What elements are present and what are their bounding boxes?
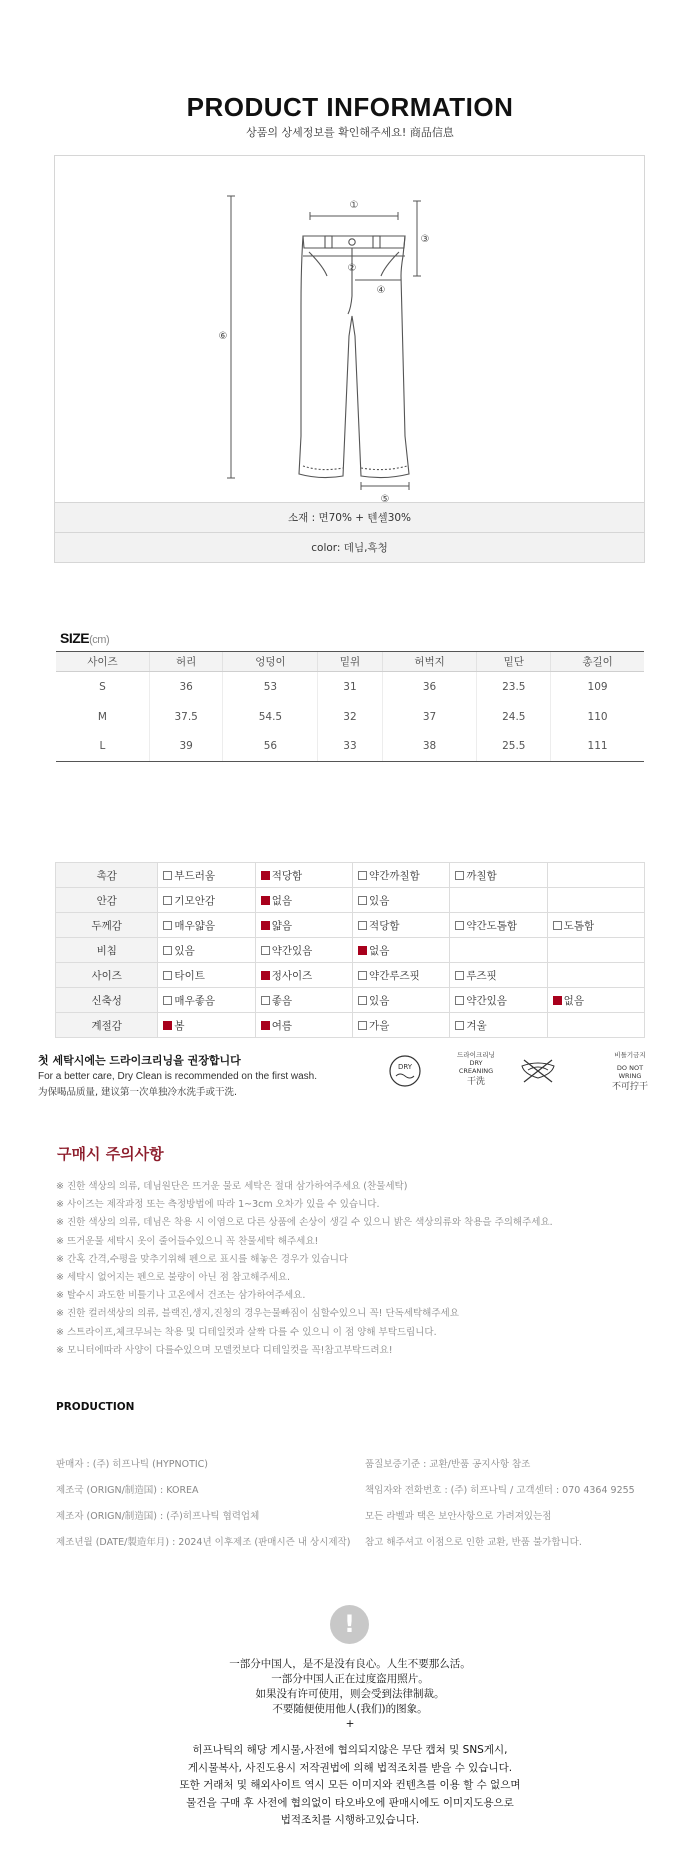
feel-label: 신축성 — [56, 988, 158, 1013]
production-return-note: 참고 해주셔고 이점으로 인한 교환, 반품 불가합니다. — [365, 1537, 582, 1548]
checkbox-icon[interactable] — [261, 946, 270, 955]
warning-chinese — [0, 1657, 700, 1732]
dry-cleaning-top: 드라이크리닝 — [457, 1051, 495, 1059]
feel-option — [255, 963, 352, 988]
feel-option-label: 가을 — [369, 1019, 390, 1032]
dry-cleaning-label: DRY CREANING — [458, 1059, 494, 1075]
feel-option-label: 있음 — [174, 944, 195, 957]
table-row — [56, 963, 645, 988]
checkbox-icon[interactable] — [358, 921, 367, 930]
checked-checkbox-icon[interactable] — [261, 1021, 270, 1030]
marker-3: ③ — [420, 234, 430, 245]
feel-option-label: 매우좋음 — [174, 994, 215, 1007]
warning-icon: ! — [330, 1605, 369, 1644]
list-item: ※ 세탁시 없어지는 펜으로 불량이 아닌 점 참고해주세요. — [56, 1272, 291, 1284]
do-not-wring-cn: 不可拧干 — [611, 1082, 648, 1093]
feel-option — [353, 963, 450, 988]
care-icons — [388, 1052, 668, 1092]
do-not-wring-label: DO NOT WRING — [616, 1064, 644, 1080]
dry-icon-text: DRY — [397, 1063, 413, 1071]
table-cell: 31 — [318, 672, 382, 702]
feel-option — [353, 913, 450, 938]
feel-option — [547, 963, 644, 988]
table-row — [56, 938, 645, 963]
warning-korean — [0, 1742, 700, 1830]
feel-option-label: 기모안감 — [174, 894, 215, 907]
caution-list — [56, 1178, 553, 1360]
feel-option-label: 약간까칠함 — [369, 869, 420, 882]
checked-checkbox-icon[interactable] — [553, 996, 562, 1005]
feel-option-label: 없음 — [369, 944, 390, 957]
feel-option — [547, 938, 644, 963]
feel-option — [255, 913, 352, 938]
feel-option — [255, 863, 352, 888]
feel-option — [450, 863, 547, 888]
feel-option — [450, 913, 547, 938]
checked-checkbox-icon[interactable] — [358, 946, 367, 955]
marker-5: ⑤ — [380, 494, 390, 502]
list-item: ※ 진한 컬러색상의 의류, 블랙진,생지,진청의 경우는물빠짐이 심할수있으니 꼭! 단독세탁해주세요 — [56, 1308, 459, 1320]
measurement-markers — [219, 200, 430, 502]
table-row — [56, 888, 645, 913]
table-cell: 36 — [149, 672, 223, 702]
table-row — [56, 988, 645, 1013]
checkbox-icon[interactable] — [358, 871, 367, 880]
care-notice — [38, 1052, 317, 1098]
feel-option-label: 봄 — [174, 1019, 185, 1032]
checkbox-icon[interactable] — [553, 921, 562, 930]
feel-option — [353, 1013, 450, 1038]
size-unit: (cm) — [89, 634, 110, 646]
marker-6: ⑥ — [218, 331, 228, 342]
col-header: 밑위 — [318, 652, 382, 672]
checkbox-icon[interactable] — [455, 1021, 464, 1030]
production-date: 제조년월 (DATE/製造年月) : 2024년 이후제조 (판매시즌 내 상시제작) — [56, 1537, 351, 1548]
dry-cleaning-cn: 干洗 — [466, 1077, 485, 1088]
feel-option-label: 약간있음 — [466, 994, 507, 1007]
feel-option-label: 있음 — [369, 894, 390, 907]
feel-label: 사이즈 — [56, 963, 158, 988]
feel-label: 두께감 — [56, 913, 158, 938]
feel-option — [158, 988, 255, 1013]
feel-option-label: 얇음 — [271, 919, 293, 932]
do-not-wring-icon — [600, 1052, 660, 1093]
feel-label: 계절감 — [56, 1013, 158, 1038]
color-row: color: 데님,흑청 — [55, 532, 644, 562]
no-bleach-icon — [518, 1056, 558, 1088]
feel-option-label: 까칠함 — [466, 869, 497, 882]
feel-option — [547, 863, 644, 888]
table-cell: 36 — [382, 672, 477, 702]
production-contact: 책임자와 전화번호 : (주) 히프나틱 / 고객센터 : 070 4364 9255 — [365, 1485, 635, 1496]
checkbox-icon[interactable] — [163, 921, 172, 930]
feel-option — [450, 938, 547, 963]
table-cell: M — [97, 710, 107, 723]
feel-option — [353, 988, 450, 1013]
feel-option-label: 약간루즈핏 — [369, 969, 420, 982]
feel-option-label: 도톰함 — [563, 919, 595, 932]
table-row — [56, 913, 645, 938]
page-subtitle: 상품의 상세정보를 확인해주세요! 商品信息 — [246, 126, 454, 139]
checkbox-icon[interactable] — [358, 971, 367, 980]
production-title: PRODUCTION — [56, 1401, 135, 1413]
page-title: PRODUCT INFORMATION — [186, 92, 514, 122]
table-row — [56, 1013, 645, 1038]
table-cell: 110 — [551, 702, 644, 732]
table-cell: 54.5 — [223, 702, 318, 732]
table-row — [56, 732, 644, 762]
table-cell: 56 — [223, 732, 318, 762]
feel-option-label: 적당함 — [271, 869, 303, 882]
care-english: For a better care, Dry Clean is recommended on the first wash. — [38, 1071, 318, 1082]
feel-label: 비침 — [56, 938, 158, 963]
feel-option — [158, 963, 255, 988]
checkbox-icon[interactable] — [358, 996, 367, 1005]
table-row — [56, 672, 644, 702]
feel-option — [353, 863, 450, 888]
feel-option-label: 여름 — [271, 1019, 293, 1032]
col-header: 허벅지 — [382, 652, 477, 672]
production-country: 제조국 (ORIGN/制造国) : KOREA — [56, 1485, 199, 1496]
feel-option-label: 없음 — [563, 994, 584, 1007]
table-row — [56, 863, 645, 888]
caution-title: 구매시 주의사항 — [57, 1145, 164, 1163]
checked-checkbox-icon[interactable] — [261, 921, 270, 930]
feel-option — [158, 1013, 255, 1038]
warning-cn-line: 一部分中国人，是不是没有良心。人生不要那么活。 — [229, 1658, 471, 1670]
feel-option-label: 있음 — [369, 994, 390, 1007]
feel-option — [450, 963, 547, 988]
feel-option — [255, 888, 352, 913]
table-cell: 23.5 — [477, 672, 551, 702]
marker-4: ④ — [376, 285, 386, 296]
checkbox-icon[interactable] — [163, 871, 172, 880]
table-cell: 109 — [551, 672, 644, 702]
feel-option — [353, 938, 450, 963]
checkbox-icon[interactable] — [163, 996, 172, 1005]
checked-checkbox-icon[interactable] — [261, 971, 270, 980]
feel-label: 안감 — [56, 888, 158, 913]
checkbox-icon[interactable] — [163, 971, 172, 980]
feel-option — [547, 988, 644, 1013]
table-cell: 37 — [382, 702, 477, 732]
warning-cn-line: 如果没有许可使用，则会受到法律制裁。 — [255, 1688, 445, 1700]
table-cell: 38 — [382, 732, 477, 762]
checkbox-icon[interactable] — [163, 946, 172, 955]
feel-option-label: 루즈핏 — [466, 969, 497, 982]
feel-option — [547, 913, 644, 938]
table-cell: 33 — [318, 732, 382, 762]
pants-illustration — [55, 156, 644, 502]
warning-ko-line: 또한 거래처 및 해외사이트 역시 모든 이미지와 컨텐츠를 이용 할 수 없으며 — [179, 1779, 521, 1791]
table-cell: 53 — [223, 672, 318, 702]
checked-checkbox-icon[interactable] — [163, 1021, 172, 1030]
warning-ko-line: 게시물복사, 사진도용시 저작권법에 의해 법적조치를 받을 수 있습니다. — [187, 1761, 513, 1774]
table-cell: S — [99, 680, 106, 693]
checkbox-icon[interactable] — [455, 871, 464, 880]
warning-cn-line: 一部分中国人正在过度盗用照片。 — [271, 1673, 429, 1685]
warning-cn-line: + — [345, 1718, 355, 1730]
checkbox-icon[interactable] — [455, 971, 464, 980]
production-label-note: 모든 라벨과 택은 보안사항으로 가려져있는점 — [365, 1511, 552, 1522]
table-cell: 25.5 — [477, 732, 551, 762]
feel-label: 촉감 — [56, 863, 158, 888]
warning-ko-line: 히프나틱의 해당 게시물,사전에 협의되지않은 무단 캡쳐 및 SNS게시, — [192, 1744, 508, 1756]
checked-checkbox-icon[interactable] — [261, 896, 270, 905]
marker-2: ② — [347, 263, 357, 274]
table-cell: 24.5 — [477, 702, 551, 732]
feel-option-label: 타이트 — [174, 969, 205, 982]
feel-option — [158, 913, 255, 938]
feel-option — [547, 888, 644, 913]
dry-icon — [388, 1054, 422, 1090]
checkbox-icon[interactable] — [455, 921, 464, 930]
care-chinese: 为保喝品质量, 建议第一次单独冷水洗手或干洗. — [38, 1087, 238, 1098]
table-row — [56, 702, 644, 732]
feel-option — [255, 988, 352, 1013]
feel-option-label: 부드러움 — [174, 869, 215, 882]
list-item: ※ 뜨거운물 세탁시 옷이 줄어들수있으니 꼭 찬물세탁 해주세요! — [56, 1235, 319, 1247]
warning-ko-line: 법적조치를 시행하고있습니다. — [280, 1814, 420, 1826]
product-info-box — [54, 155, 645, 563]
list-item: ※ 탈수시 과도한 비틀기나 고온에서 건조는 삼가하여주세요. — [56, 1290, 306, 1302]
col-header: 밑단 — [477, 652, 551, 672]
feel-option-label: 없음 — [271, 894, 293, 907]
table-cell: 39 — [149, 732, 223, 762]
size-table-header — [56, 652, 644, 672]
feel-option — [353, 888, 450, 913]
list-item: ※ 모니터에따라 사양이 다를수있으며 모델컷보다 디테일컷을 꼭!참고부탁드려요! — [56, 1344, 393, 1356]
list-item: ※ 진한 색상의 의류, 데님은 착용 시 이염으로 다른 상품에 손상이 생길 수 있으니 밝은 색상의류와 착용을 주의해주세요. — [56, 1217, 553, 1229]
table-cell: 111 — [551, 732, 644, 762]
warning-ko-line: 물건을 구매 후 사전에 협의없이 타오바오에 판매시에도 이미지도용으로 — [186, 1796, 514, 1809]
feel-option — [547, 1013, 644, 1038]
list-item: ※ 진한 색상의 의류, 데님원단은 뜨거운 물로 세탁은 절대 삼가하여주세요 (찬물세탁) — [56, 1181, 408, 1192]
list-item: ※ 스트라이프,체크무늬는 착용 및 디테일컷과 살짝 다를 수 있으니 이 점 양해 부탁드립니다. — [56, 1326, 437, 1338]
list-item: ※ 간혹 간격,수평을 맞추기위해 펜으로 표시를 해놓은 경우가 있습니다 — [56, 1253, 349, 1265]
measurement-lines — [227, 196, 421, 490]
feel-option — [158, 888, 255, 913]
marker-1: ① — [349, 200, 359, 211]
table-cell: 37.5 — [149, 702, 223, 732]
feel-option — [450, 988, 547, 1013]
warning-cn-line: 不要随便使用他人(我们)的图象。 — [272, 1703, 428, 1715]
feel-option — [450, 888, 547, 913]
production-manufacturer: 제조자 (ORIGN/制造国) : (주)히프나틱 협력업체 — [56, 1511, 260, 1522]
checkbox-icon[interactable] — [455, 996, 464, 1005]
feel-option-label: 겨울 — [466, 1019, 487, 1032]
col-header: 엉덩이 — [223, 652, 318, 672]
table-cell: L — [56, 732, 149, 762]
checked-checkbox-icon[interactable] — [261, 871, 270, 880]
material-row: 소재 : 면70% + 텐셀30% — [55, 502, 644, 532]
feel-option-label: 약간있음 — [271, 944, 313, 957]
feel-option-label: 약간도톰함 — [466, 919, 518, 932]
fabric-feel-table — [55, 862, 645, 1038]
feel-option-label: 좋음 — [271, 994, 293, 1007]
production-seller: 판매자 : (주) 히프나틱 (HYPNOTIC) — [56, 1459, 209, 1470]
do-not-wring-top: 비틀기금지 — [614, 1051, 646, 1059]
production-warranty: 품질보증기준 : 교환/반품 공지사항 참조 — [365, 1459, 531, 1470]
feel-option-label: 매우얇음 — [174, 919, 215, 932]
size-heading-text: SIZE — [60, 630, 90, 646]
col-header: 총길이 — [551, 652, 644, 672]
feel-option — [158, 863, 255, 888]
feel-option — [255, 1013, 352, 1038]
table-cell: 32 — [318, 702, 382, 732]
col-header: 사이즈 — [56, 652, 149, 672]
care-title: 첫 세탁시에는 드라이크리닝을 권장합니다 — [38, 1054, 241, 1067]
col-header: 허리 — [149, 652, 223, 672]
checkbox-icon[interactable] — [261, 996, 270, 1005]
list-item: ※ 사이즈는 제작과정 또는 측정방법에 따라 1~3cm 오차가 있을 수 있습니다. — [56, 1199, 380, 1211]
feel-option — [450, 1013, 547, 1038]
checkbox-icon[interactable] — [163, 896, 172, 905]
checkbox-icon[interactable] — [358, 896, 367, 905]
feel-option-label: 적당함 — [369, 919, 400, 932]
size-heading — [60, 630, 109, 646]
feel-option — [255, 938, 352, 963]
pants-diagram — [55, 156, 644, 502]
dry-cleaning-icon — [446, 1052, 506, 1088]
feel-option-label: 정사이즈 — [271, 969, 313, 982]
size-table — [56, 651, 644, 762]
feel-option — [158, 938, 255, 963]
checkbox-icon[interactable] — [358, 1021, 367, 1030]
